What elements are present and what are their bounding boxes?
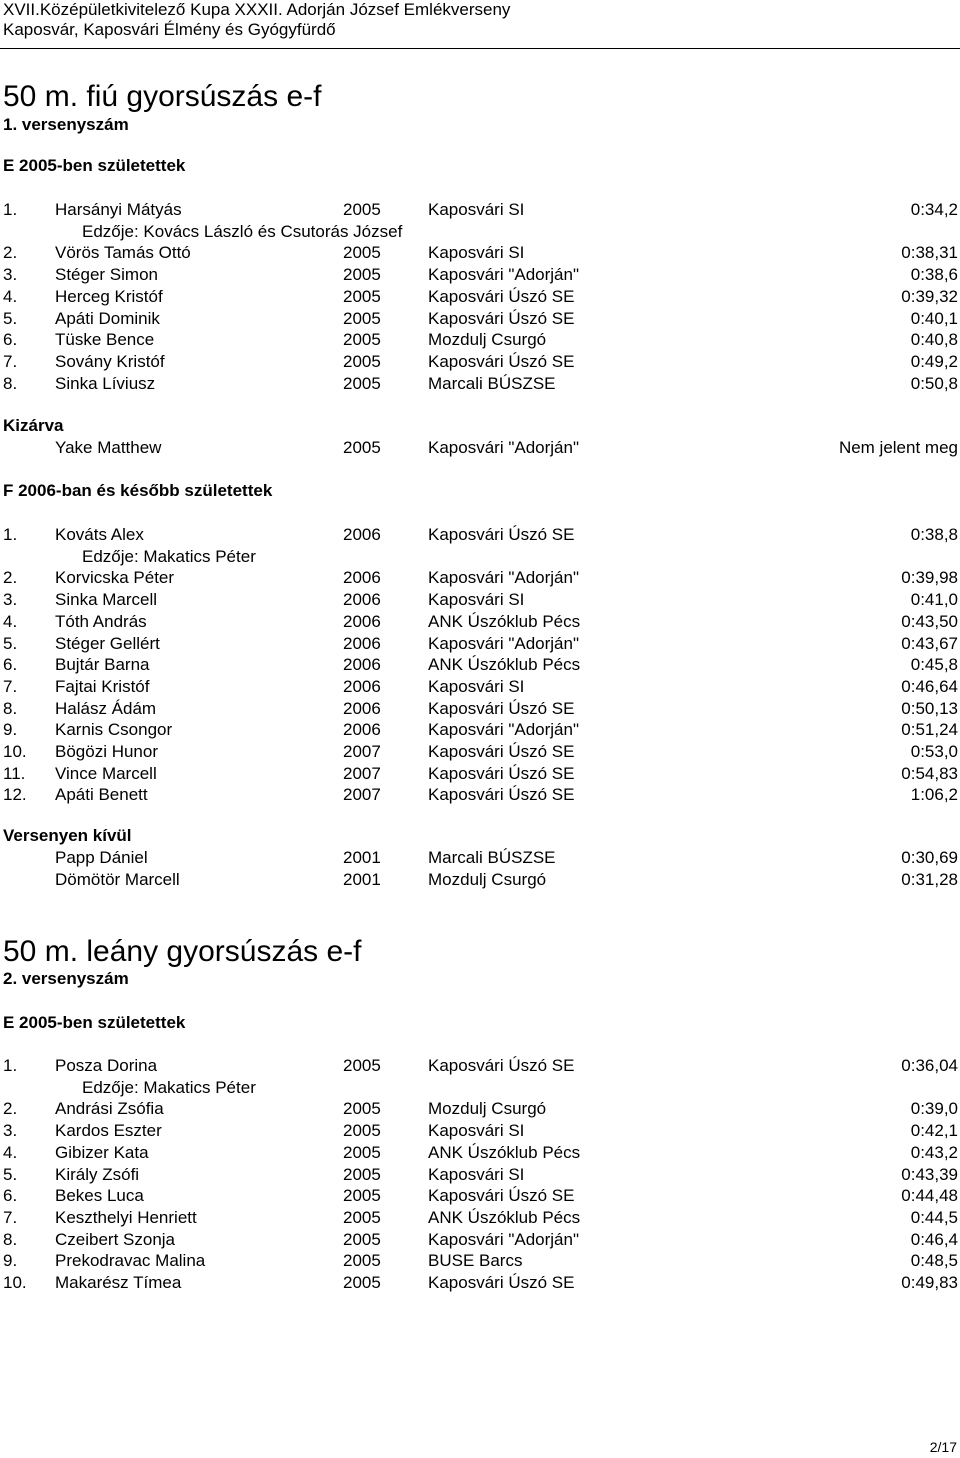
result-row xyxy=(0,589,960,611)
club-cell: ANK Úszóklub Pécs xyxy=(428,655,581,675)
club-cell: Kaposvári Úszó SE xyxy=(428,351,575,371)
year-cell: 2006 xyxy=(343,611,381,631)
result-row xyxy=(0,524,960,546)
time-cell: 0:44,48 xyxy=(901,1186,958,1206)
name-cell: Sinka Líviusz xyxy=(55,373,156,393)
result-row xyxy=(0,847,960,869)
rank-cell: 9. xyxy=(3,720,18,740)
year-cell: 2005 xyxy=(343,1164,381,1184)
time-cell: 1:06,2 xyxy=(910,785,958,805)
rank-cell: 1. xyxy=(3,200,18,219)
time-cell: 0:34,2 xyxy=(910,200,958,219)
club-cell: Kaposvári Úszó SE xyxy=(428,308,575,328)
rank-cell: 8. xyxy=(3,373,18,393)
result-row xyxy=(0,784,960,806)
club-cell: Kaposvári SI xyxy=(428,590,525,610)
name-cell: Makarész Tímea xyxy=(55,1273,182,1292)
name-cell: Tóth András xyxy=(55,611,147,631)
club-cell: Kaposvári Úszó SE xyxy=(428,785,575,805)
name-cell: Stéger Simon xyxy=(55,265,158,285)
result-row xyxy=(0,308,960,330)
name-cell: Papp Dániel xyxy=(55,848,148,867)
time-cell: 0:31,28 xyxy=(901,869,958,889)
result-row xyxy=(0,1120,960,1142)
name-cell: Herceg Kristóf xyxy=(55,286,163,306)
year-cell: 2001 xyxy=(343,869,381,889)
time-cell: 0:42,1 xyxy=(910,1121,958,1141)
year-cell: 2005 xyxy=(343,351,381,371)
name-cell: Sovány Kristóf xyxy=(55,351,165,371)
rank-cell: 3. xyxy=(3,1121,18,1141)
rank-cell: 2. xyxy=(3,1099,18,1119)
name-cell: Stéger Gellért xyxy=(55,633,160,653)
year-cell: 2006 xyxy=(343,590,381,610)
year-cell: 2006 xyxy=(343,720,381,740)
event1-title: 50 m. fiú gyorsúszás e-f xyxy=(3,80,322,113)
rank-cell: 5. xyxy=(3,633,18,653)
club-cell: Kaposvári SI xyxy=(428,1164,525,1184)
year-cell: 2005 xyxy=(343,200,381,219)
club-cell: Kaposvári "Adorján" xyxy=(428,720,579,740)
time-cell: 0:50,13 xyxy=(901,698,958,718)
club-cell: Kaposvári Úszó SE xyxy=(428,1273,575,1292)
club-cell: Kaposvári SI xyxy=(428,200,525,219)
time-cell: 0:48,5 xyxy=(910,1251,958,1271)
club-cell: Kaposvári Úszó SE xyxy=(428,742,575,761)
result-row xyxy=(0,351,960,373)
time-cell: 0:43,67 xyxy=(901,633,958,653)
time-cell: Nem jelent meg xyxy=(838,438,958,457)
year-cell: 2001 xyxy=(343,848,381,867)
result-row xyxy=(0,1164,960,1186)
result-row xyxy=(0,1055,960,1077)
time-cell: 0:40,1 xyxy=(910,308,958,328)
result-row xyxy=(0,264,960,286)
name-cell: Vince Marcell xyxy=(55,763,157,783)
year-cell: 2006 xyxy=(343,525,381,544)
year-cell: 2005 xyxy=(343,1121,381,1141)
rank-cell: 7. xyxy=(3,1207,18,1227)
club-cell: Kaposvári Úszó SE xyxy=(428,525,575,544)
rank-cell: 8. xyxy=(3,1229,18,1249)
year-cell: 2005 xyxy=(343,1207,381,1227)
name-cell: Vörös Tamás Ottó xyxy=(55,243,191,263)
rank-cell: 1. xyxy=(3,525,18,544)
club-cell: Kaposvári "Adorján" xyxy=(428,568,579,588)
result-row xyxy=(0,719,960,741)
result-row xyxy=(0,676,960,698)
time-cell: 0:50,8 xyxy=(910,373,958,393)
name-cell: Andrási Zsófia xyxy=(55,1099,164,1119)
page-number: 2/17 xyxy=(929,1439,957,1455)
rank-cell: 7. xyxy=(3,676,18,696)
rank-cell: 12. xyxy=(3,785,27,805)
year-cell: 2005 xyxy=(343,373,381,393)
result-row xyxy=(0,654,960,676)
rank-cell: 10. xyxy=(3,1273,27,1292)
rank-cell: 1. xyxy=(3,1056,18,1075)
club-cell: Marcali BÚSZSE xyxy=(428,373,556,393)
club-cell: Kaposvári "Adorján" xyxy=(428,1229,579,1249)
name-cell: Apáti Dominik xyxy=(55,308,160,328)
time-cell: 0:38,6 xyxy=(910,265,958,285)
time-cell: 0:49,2 xyxy=(910,351,958,371)
name-cell: Korvicska Péter xyxy=(55,568,175,588)
result-row xyxy=(0,1207,960,1229)
name-cell: Prekodravac Malina xyxy=(55,1251,206,1271)
time-cell: 0:39,0 xyxy=(910,1099,958,1119)
rank-cell: 5. xyxy=(3,308,18,328)
year-cell: 2005 xyxy=(343,1229,381,1249)
coach-note: Edzője: Makatics Péter xyxy=(82,546,256,566)
result-row xyxy=(0,567,960,589)
event1-number: 1. versenyszám xyxy=(3,115,129,134)
event2-title: 50 m. leány gyorsúszás e-f xyxy=(3,935,362,968)
year-cell: 2006 xyxy=(343,698,381,718)
time-cell: 0:51,24 xyxy=(901,720,958,740)
club-cell: Kaposvári Úszó SE xyxy=(428,698,575,718)
club-cell: ANK Úszóklub Pécs xyxy=(428,1142,581,1162)
result-row xyxy=(0,1185,960,1207)
result-row xyxy=(0,1098,960,1120)
year-cell: 2005 xyxy=(343,286,381,306)
result-row xyxy=(0,741,960,763)
rank-cell: 4. xyxy=(3,286,18,306)
club-cell: Mozdulj Csurgó xyxy=(428,330,547,350)
time-cell: 0:36,04 xyxy=(901,1056,958,1075)
result-row xyxy=(0,437,960,459)
club-cell: ANK Úszóklub Pécs xyxy=(428,611,581,631)
time-cell: 0:39,32 xyxy=(901,286,958,306)
rank-cell: 8. xyxy=(3,698,18,718)
rank-cell: 3. xyxy=(3,265,18,285)
event2-number: 2. versenyszám xyxy=(3,969,129,988)
name-cell: Halász Ádám xyxy=(55,698,157,718)
time-cell: 0:43,50 xyxy=(901,611,958,631)
result-row xyxy=(0,763,960,785)
name-cell: Kardos Eszter xyxy=(55,1121,162,1141)
time-cell: 0:44,5 xyxy=(910,1207,958,1227)
event1-disq-label: Kizárva xyxy=(3,416,64,435)
time-cell: 0:43,39 xyxy=(901,1164,958,1184)
club-cell: ANK Úszóklub Pécs xyxy=(428,1207,581,1227)
time-cell: 0:46,4 xyxy=(910,1229,958,1249)
year-cell: 2005 xyxy=(343,330,381,350)
result-row xyxy=(0,199,960,221)
club-cell: Kaposvári SI xyxy=(428,676,525,696)
time-cell: 0:53,0 xyxy=(910,742,958,761)
time-cell: 0:39,98 xyxy=(901,568,958,588)
year-cell: 2006 xyxy=(343,655,381,675)
name-cell: Harsányi Mátyás xyxy=(55,200,182,219)
event1-group-e-label: E 2005-ben születettek xyxy=(3,156,186,175)
rank-cell: 5. xyxy=(3,1164,18,1184)
name-cell: Keszthelyi Henriett xyxy=(55,1207,197,1227)
name-cell: Gibizer Kata xyxy=(55,1142,149,1162)
year-cell: 2005 xyxy=(343,438,381,457)
year-cell: 2005 xyxy=(343,308,381,328)
event2-group-e-label: E 2005-ben születettek xyxy=(3,1013,186,1032)
rank-cell: 6. xyxy=(3,655,18,675)
rank-cell: 3. xyxy=(3,590,18,610)
year-cell: 2005 xyxy=(343,1142,381,1162)
club-cell: Kaposvári Úszó SE xyxy=(428,286,575,306)
name-cell: Fajtai Kristóf xyxy=(55,676,150,696)
time-cell: 0:49,83 xyxy=(901,1273,958,1292)
club-cell: Kaposvári "Adorján" xyxy=(428,438,579,457)
result-row xyxy=(0,242,960,264)
name-cell: Sinka Marcell xyxy=(55,590,158,610)
time-cell: 0:30,69 xyxy=(901,848,958,867)
club-cell: Marcali BÚSZSE xyxy=(428,848,556,867)
year-cell: 2006 xyxy=(343,633,381,653)
year-cell: 2005 xyxy=(343,1186,381,1206)
rank-cell: 11. xyxy=(3,763,26,783)
event1-outside-label: Versenyen kívül xyxy=(3,826,132,845)
name-cell: Posza Dorina xyxy=(55,1056,158,1075)
year-cell: 2006 xyxy=(343,568,381,588)
time-cell: 0:54,83 xyxy=(901,763,958,783)
year-cell: 2007 xyxy=(343,785,381,805)
name-cell: Yake Matthew xyxy=(55,438,162,457)
year-cell: 2007 xyxy=(343,763,381,783)
year-cell: 2007 xyxy=(343,742,381,761)
document-header-title: XVII.Középületkivitelező Kupa XXXII. Adorján József Emlékverseny xyxy=(3,0,511,19)
time-cell: 0:38,31 xyxy=(901,243,958,263)
rank-cell: 4. xyxy=(3,1142,18,1162)
result-row xyxy=(0,633,960,655)
document-header-venue: Kaposvár, Kaposvári Élmény és Gyógyfürdő xyxy=(3,20,336,39)
club-cell: Kaposvári Úszó SE xyxy=(428,1186,575,1206)
result-row xyxy=(0,1250,960,1272)
time-cell: 0:45,8 xyxy=(910,655,958,675)
result-row xyxy=(0,1272,960,1294)
name-cell: Karnis Csongor xyxy=(55,720,173,740)
rank-cell: 6. xyxy=(3,330,18,350)
header-divider xyxy=(0,48,960,49)
result-row xyxy=(0,286,960,308)
time-cell: 0:38,8 xyxy=(910,525,958,544)
event1-group-f-label: F 2006-ban és később születettek xyxy=(3,481,273,500)
club-cell: Kaposvári Úszó SE xyxy=(428,763,575,783)
name-cell: Apáti Benett xyxy=(55,785,148,805)
club-cell: BUSE Barcs xyxy=(428,1251,523,1271)
year-cell: 2005 xyxy=(343,1273,381,1292)
rank-cell: 2. xyxy=(3,568,18,588)
year-cell: 2006 xyxy=(343,676,381,696)
name-cell: Kováts Alex xyxy=(55,525,144,544)
rank-cell: 2. xyxy=(3,243,18,263)
rank-cell: 4. xyxy=(3,611,18,631)
year-cell: 2005 xyxy=(343,1056,381,1075)
time-cell: 0:40,8 xyxy=(910,330,958,350)
result-row xyxy=(0,869,960,891)
club-cell: Mozdulj Csurgó xyxy=(428,1099,547,1119)
result-row xyxy=(0,698,960,720)
time-cell: 0:46,64 xyxy=(901,676,958,696)
rank-cell: 6. xyxy=(3,1186,18,1206)
club-cell: Mozdulj Csurgó xyxy=(428,869,547,889)
rank-cell: 7. xyxy=(3,351,18,371)
club-cell: Kaposvári SI xyxy=(428,1121,525,1141)
year-cell: 2005 xyxy=(343,265,381,285)
time-cell: 0:43,2 xyxy=(910,1142,958,1162)
result-row xyxy=(0,373,960,395)
year-cell: 2005 xyxy=(343,1251,381,1271)
result-row xyxy=(0,1142,960,1164)
name-cell: Dömötör Marcell xyxy=(55,869,180,889)
name-cell: Czeibert Szonja xyxy=(55,1229,176,1249)
name-cell: Bögözi Hunor xyxy=(55,742,159,761)
result-row xyxy=(0,611,960,633)
rank-cell: 9. xyxy=(3,1251,18,1271)
coach-note: Edzője: Kovács László és Csutorás József xyxy=(82,221,403,241)
result-row xyxy=(0,329,960,351)
club-cell: Kaposvári "Adorján" xyxy=(428,633,579,653)
coach-note: Edzője: Makatics Péter xyxy=(82,1077,256,1097)
name-cell: Tüske Bence xyxy=(55,330,155,350)
club-cell: Kaposvári Úszó SE xyxy=(428,1056,575,1075)
name-cell: Király Zsófi xyxy=(55,1164,140,1184)
result-row xyxy=(0,1229,960,1251)
rank-cell: 10. xyxy=(3,742,27,761)
time-cell: 0:41,0 xyxy=(910,590,958,610)
name-cell: Bekes Luca xyxy=(55,1186,144,1206)
year-cell: 2005 xyxy=(343,243,381,263)
year-cell: 2005 xyxy=(343,1099,381,1119)
name-cell: Bujtár Barna xyxy=(55,655,150,675)
club-cell: Kaposvári "Adorján" xyxy=(428,265,579,285)
club-cell: Kaposvári SI xyxy=(428,243,525,263)
